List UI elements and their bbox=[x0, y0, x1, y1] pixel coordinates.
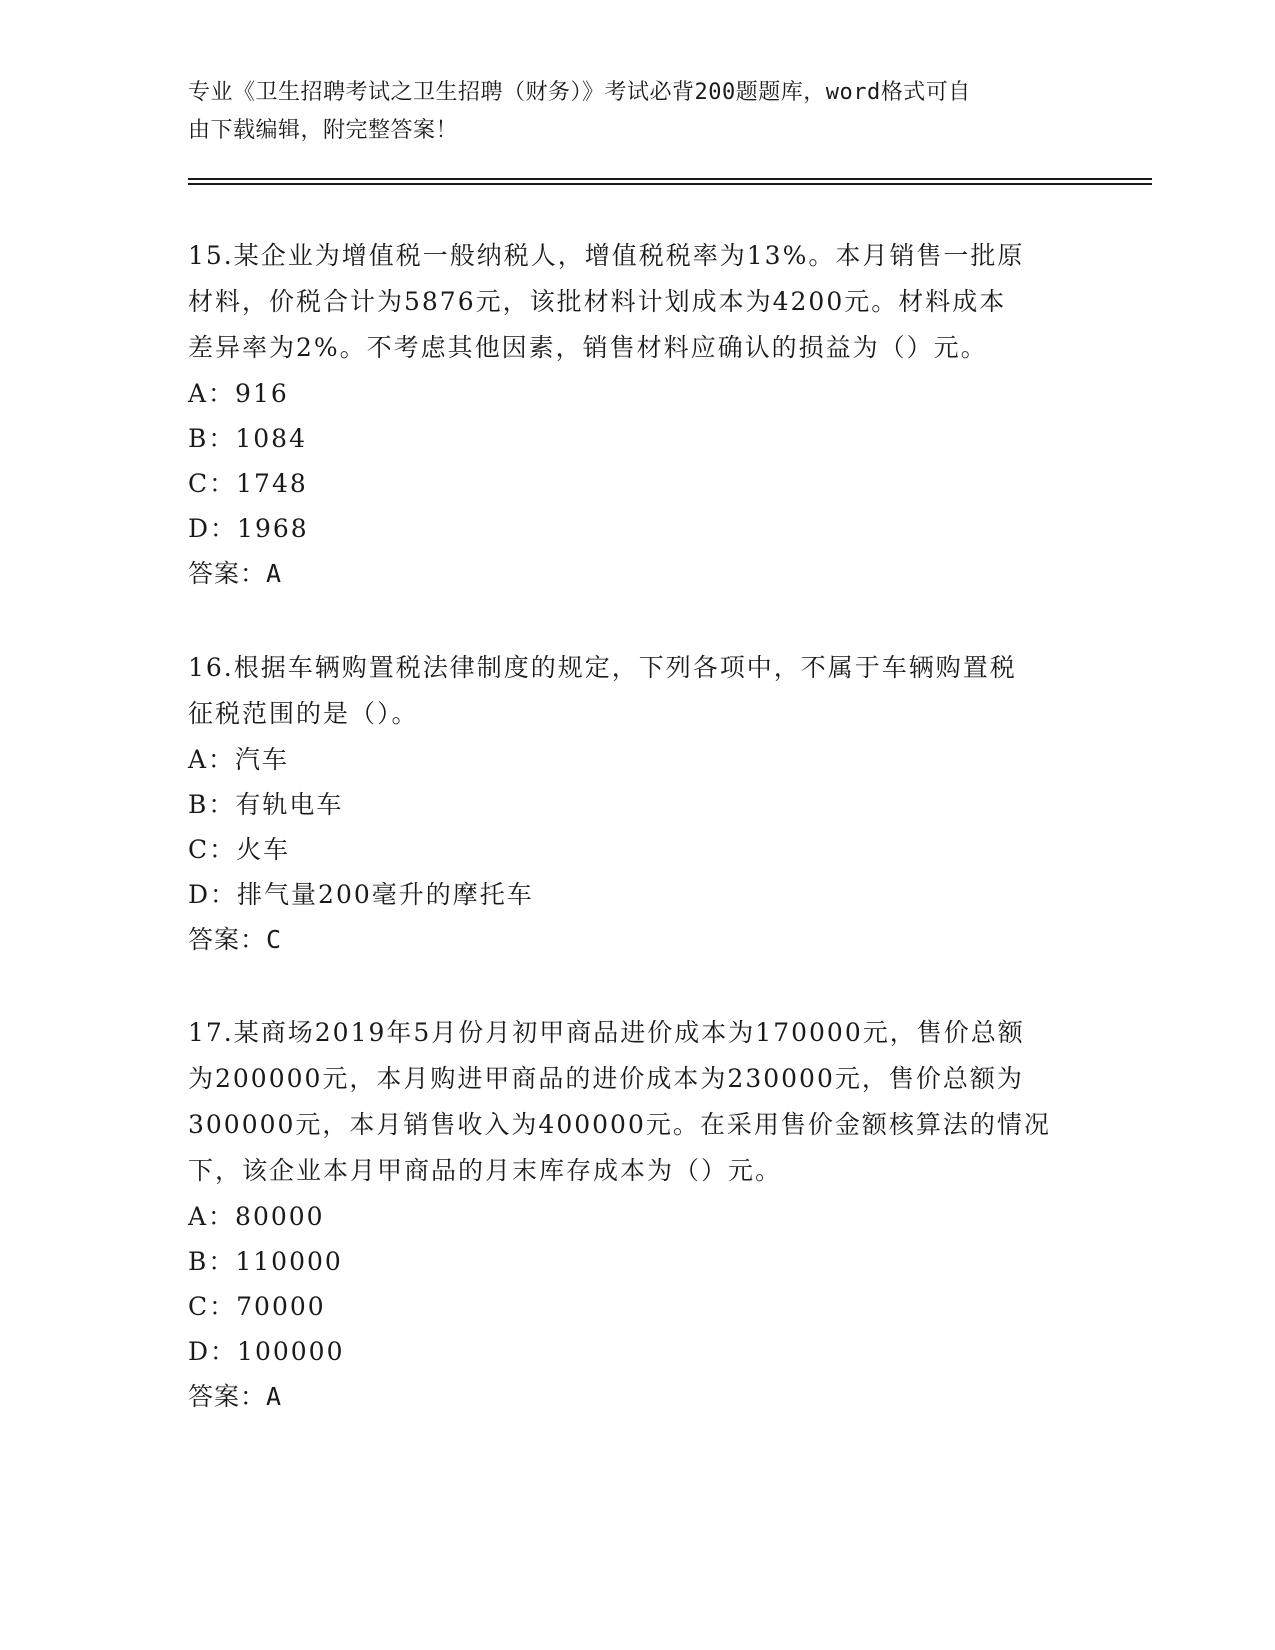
option-a: A：80000 bbox=[188, 1202, 325, 1231]
question-stem-line: 16.根据车辆购置税法律制度的规定，下列各项中，不属于车辆购置税 bbox=[188, 653, 1017, 682]
question-stem-line: 征税范围的是（）。 bbox=[188, 699, 419, 728]
option-c: C：火车 bbox=[188, 835, 291, 864]
question-15 bbox=[188, 233, 1088, 597]
option-b: B：有轨电车 bbox=[188, 790, 344, 819]
option-d: D：排气量200毫升的摩托车 bbox=[188, 880, 534, 909]
header-line-2: 由下载编辑，附完整答案！ bbox=[188, 118, 459, 143]
answer-line: 答案：C bbox=[188, 925, 283, 954]
option-b: B：1084 bbox=[188, 424, 307, 453]
option-c: C：70000 bbox=[188, 1292, 326, 1321]
question-stem-line: 15.某企业为增值税一般纳税人，增值税税率为13%。本月销售一批原 bbox=[188, 241, 1025, 270]
option-d: D：100000 bbox=[188, 1337, 345, 1366]
document-header bbox=[188, 74, 1068, 150]
question-stem-line: 300000元，本月销售收入为400000元。在采用售价金额核算法的情况 bbox=[188, 1110, 1051, 1139]
option-a: A：916 bbox=[188, 379, 289, 408]
header-rule-bottom bbox=[188, 183, 1152, 185]
question-stem-line: 17.某商场2019年5月份月初甲商品进价成本为170000元，售价总额 bbox=[188, 1018, 1025, 1047]
header-rule-top bbox=[188, 178, 1152, 180]
question-16 bbox=[188, 645, 1088, 963]
option-a: A：汽车 bbox=[188, 745, 290, 774]
question-stem-line: 为200000元，本月购进甲商品的进价成本为230000元，售价总额为 bbox=[188, 1064, 1024, 1093]
question-stem-line: 差异率为2%。不考虑其他因素，销售材料应确认的损益为（）元。 bbox=[188, 333, 988, 362]
header-line-1: 专业《卫生招聘考试之卫生招聘（财务）》考试必背200题题库，word格式可自 bbox=[188, 80, 971, 105]
question-stem-line: 材料，价税合计为5876元，该批材料计划成本为4200元。材料成本 bbox=[188, 287, 1007, 316]
option-b: B：110000 bbox=[188, 1247, 343, 1276]
answer-line: 答案：A bbox=[188, 559, 283, 588]
option-c: C：1748 bbox=[188, 469, 308, 498]
question-17 bbox=[188, 1010, 1088, 1420]
question-stem-line: 下，该企业本月甲商品的月末库存成本为（）元。 bbox=[188, 1156, 783, 1185]
answer-line: 答案：A bbox=[188, 1382, 283, 1411]
option-d: D：1968 bbox=[188, 514, 309, 543]
